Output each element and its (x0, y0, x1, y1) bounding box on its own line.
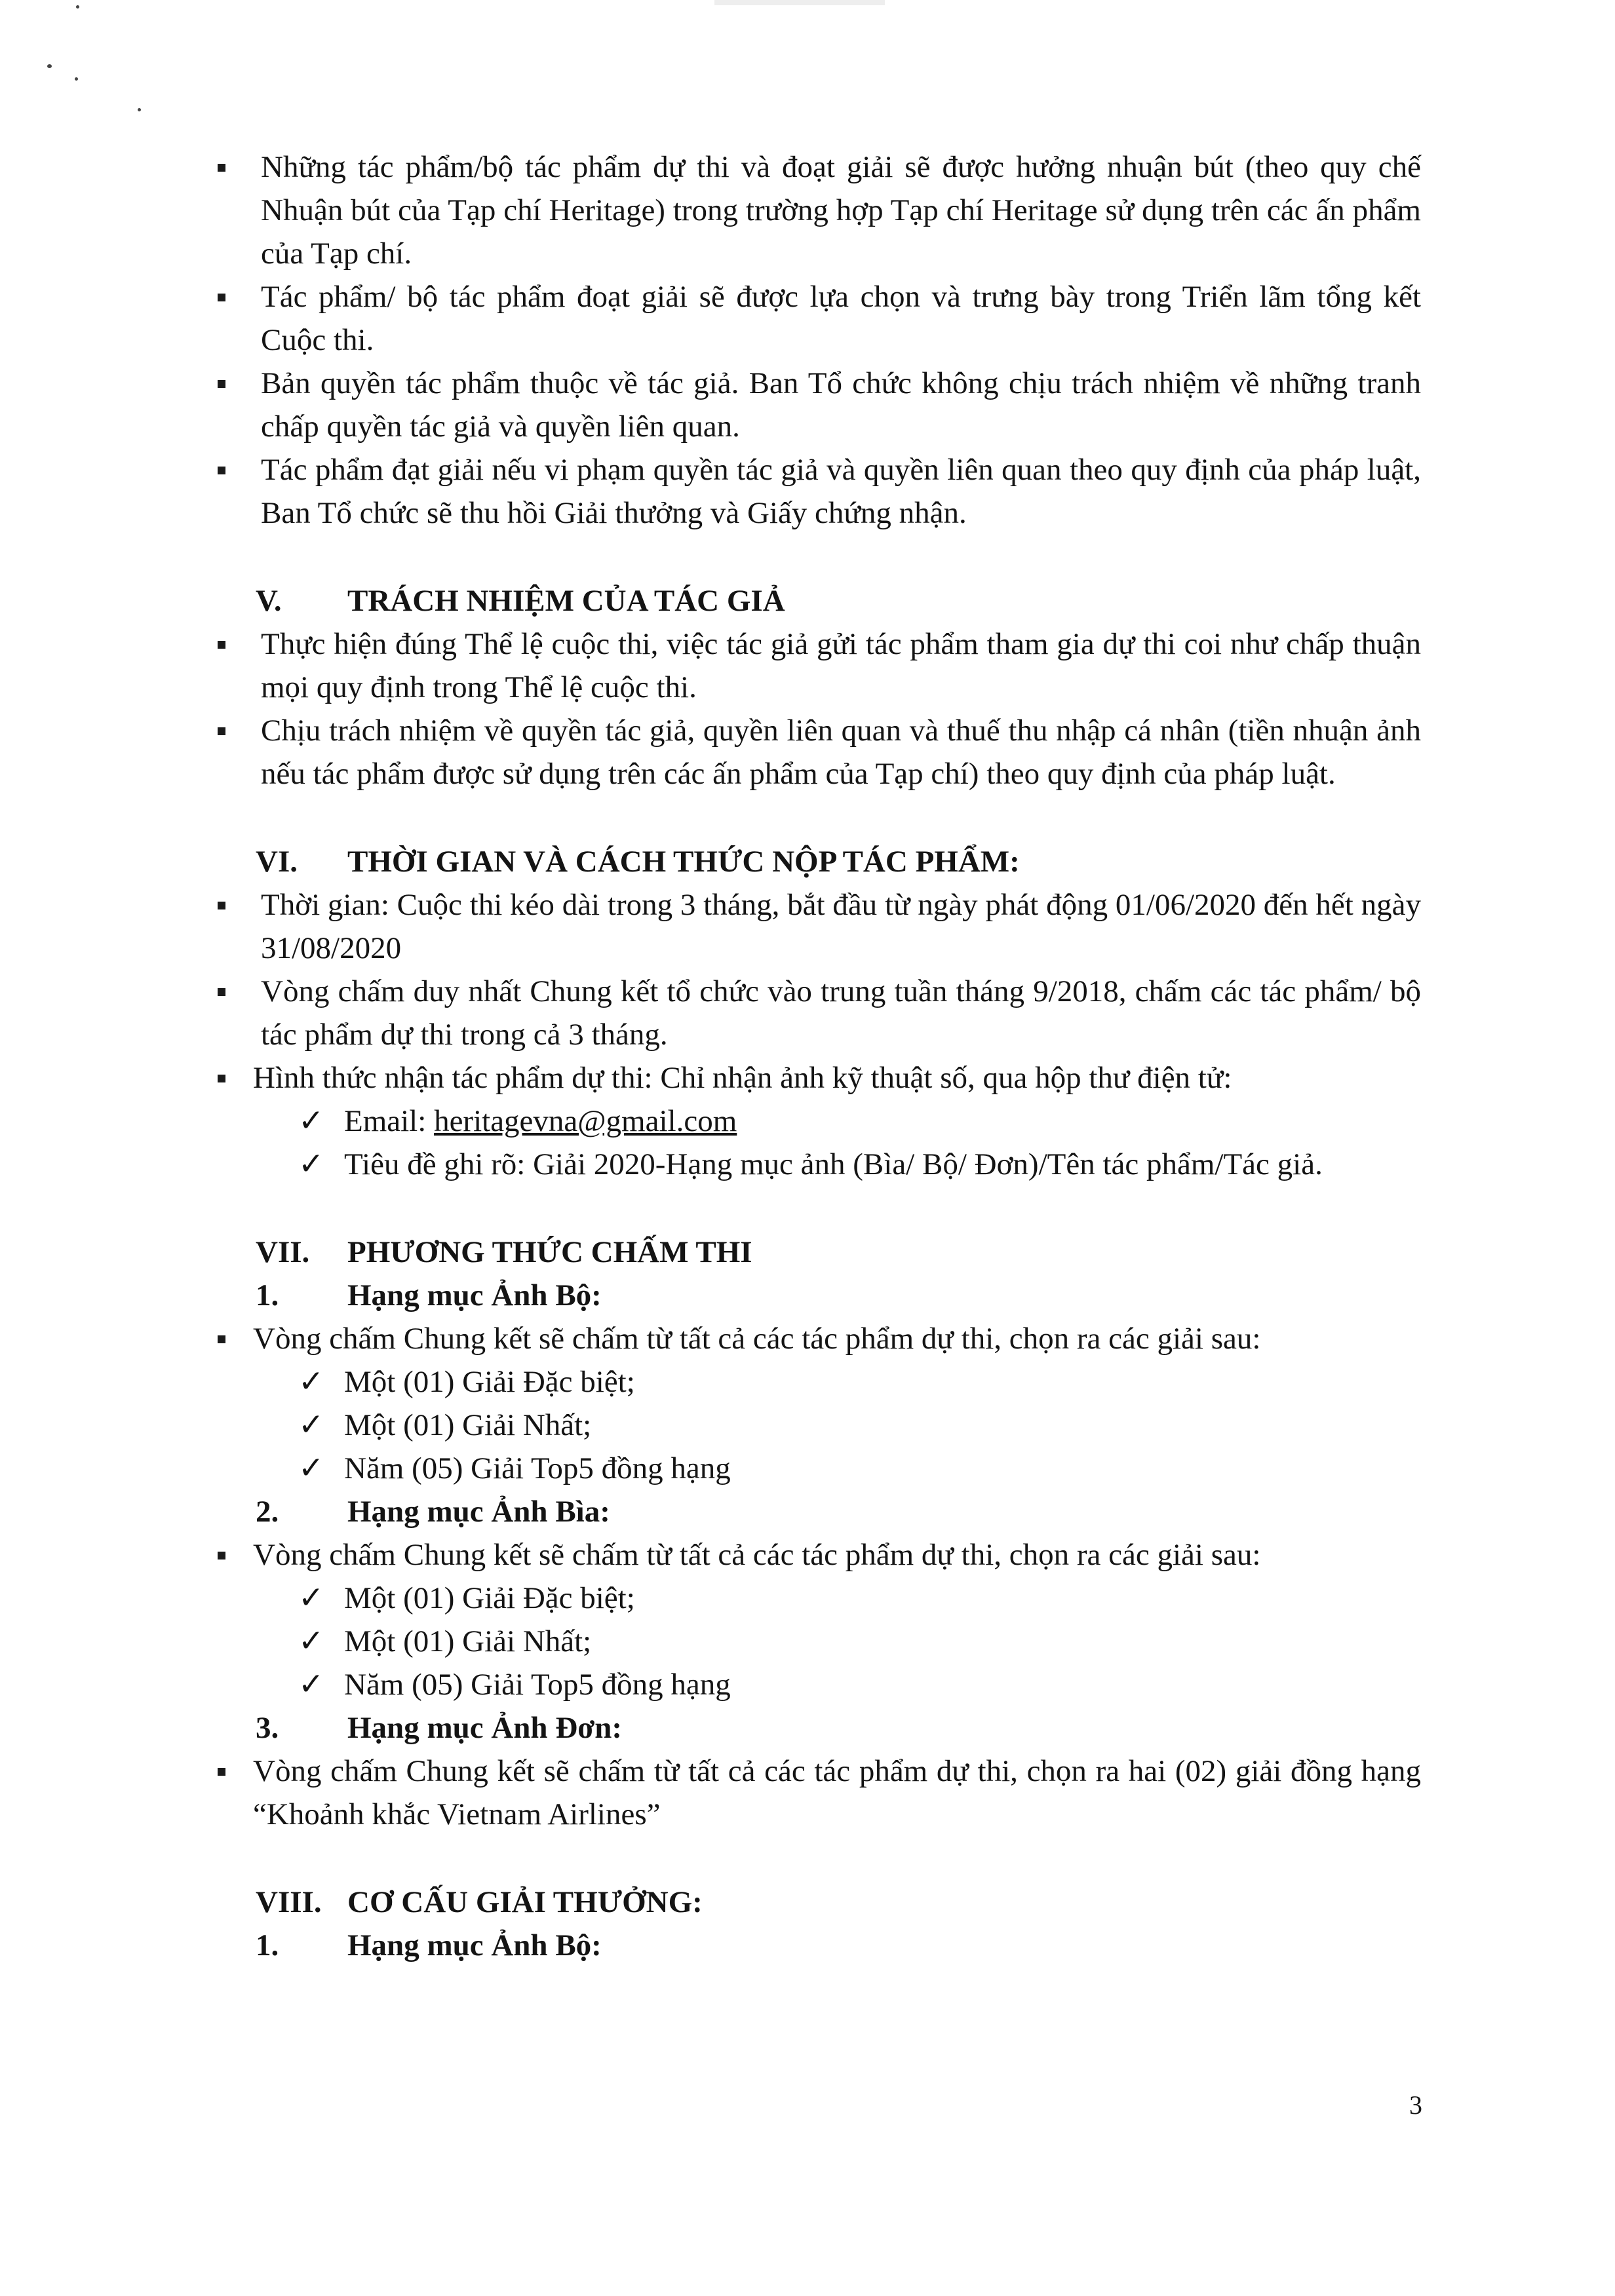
check-icon: ✓ (298, 1581, 324, 1615)
list-item: Vòng chấm Chung kết sẽ chấm từ tất cả các tác phẩm dự thi, chọn ra hai (02) giải đồng hạng “Khoảnh khắc Vietnam Airlines” (216, 1750, 1421, 1836)
category-title: Hạng mục Ảnh Bộ: (347, 1928, 602, 1962)
category-heading-1 (216, 1274, 1421, 1317)
section-title: THỜI GIAN VÀ CÁCH THỨC NỘP TÁC PHẨM: (347, 845, 1020, 879)
section-heading-vii (216, 1231, 1421, 1274)
prize-label: Năm (05) Giải Top5 đồng hạng (344, 1451, 731, 1485)
email-label: Email: (344, 1104, 435, 1138)
category-heading-2 (216, 1490, 1421, 1533)
section-number: VI. (256, 845, 298, 879)
check-icon: ✓ (298, 1624, 324, 1658)
scan-speck (47, 64, 52, 68)
prize-label: Một (01) Giải Nhất; (344, 1624, 592, 1658)
check-icon: ✓ (298, 1668, 324, 1702)
prize-label: Một (01) Giải Đặc biệt; (344, 1581, 635, 1615)
list-item: Vòng chấm Chung kết sẽ chấm từ tất cả các tác phẩm dự thi, chọn ra các giải sau: (216, 1533, 1421, 1577)
page-number: 3 (1409, 2090, 1422, 2120)
scan-smudge (714, 0, 885, 5)
check-icon: ✓ (298, 1104, 324, 1138)
prize-label: Năm (05) Giải Top5 đồng hạng (344, 1668, 731, 1702)
list-item: Thời gian: Cuộc thi kéo dài trong 3 tháng, bắt đầu từ ngày phát động 01/06/2020 đến hết ngày 31/08/2020 (216, 883, 1421, 970)
category-heading-1 (216, 1924, 1421, 1967)
list-item: Vòng chấm Chung kết sẽ chấm từ tất cả các tác phẩm dự thi, chọn ra các giải sau: (216, 1317, 1421, 1360)
category-title: Hạng mục Ảnh Đơn: (347, 1711, 623, 1745)
list-item: Tác phẩm/ bộ tác phẩm đoạt giải sẽ được lựa chọn và trưng bày trong Triển lãm tổng kết Cuộc thi. (216, 275, 1421, 362)
spacer (216, 535, 1421, 579)
list-item: Những tác phẩm/bộ tác phẩm dự thi và đoạt giải sẽ được hưởng nhuận bút (theo quy chế Nhuận bút của Tạp chí Heritage) trong trường hợp Tạp chí Heritage sử dụng trên các ấn phẩm của Tạp chí. (216, 145, 1421, 275)
category-title: Hạng mục Ảnh Bộ: (347, 1278, 602, 1312)
list-item: Thực hiện đúng Thể lệ cuộc thi, việc tác giả gửi tác phẩm tham gia dự thi coi như chấp thuận mọi quy định trong Thể lệ cuộc thi. (216, 622, 1421, 709)
list-item: Tác phẩm đạt giải nếu vi phạm quyền tác giả và quyền liên quan theo quy định của pháp luật, Ban Tổ chức sẽ thu hồi Giải thưởng và Giấy chứng nhận. (216, 448, 1421, 535)
scan-speck (75, 77, 78, 81)
check-icon: ✓ (298, 1365, 324, 1399)
category-number: 2. (256, 1495, 279, 1529)
prize-label: Một (01) Giải Đặc biệt; (344, 1365, 635, 1399)
prize-item (216, 1404, 1421, 1447)
spacer (216, 1186, 1421, 1231)
scan-speck (138, 108, 141, 111)
section-number: V. (256, 584, 282, 618)
prize-item (216, 1577, 1421, 1620)
list-item: Vòng chấm duy nhất Chung kết tổ chức vào trung tuần tháng 9/2018, chấm các tác phẩm/ bộ tác phẩm dự thi trong cả 3 tháng. (216, 970, 1421, 1056)
check-item-subject (216, 1143, 1421, 1186)
section-number: VII. (256, 1235, 310, 1269)
document-body (216, 145, 1421, 1967)
subject-line: Tiêu đề ghi rõ: Giải 2020-Hạng mục ảnh (Bìa/ Bộ/ Đơn)/Tên tác phẩm/Tác giả. (344, 1147, 1323, 1181)
intro-list (216, 145, 1421, 535)
section-heading-viii (216, 1881, 1421, 1924)
section-title: TRÁCH NHIỆM CỦA TÁC GIẢ (347, 584, 785, 618)
check-icon: ✓ (298, 1451, 324, 1485)
prize-label: Một (01) Giải Nhất; (344, 1408, 592, 1442)
check-icon: ✓ (298, 1408, 324, 1442)
list-item: Chịu trách nhiệm về quyền tác giả, quyền liên quan và thuế thu nhập cá nhân (tiền nhuận ảnh nếu tác phẩm được sử dụng trên các ấn phẩm của Tạp chí) theo quy định của pháp luật. (216, 709, 1421, 795)
check-icon: ✓ (298, 1147, 324, 1181)
category-heading-3 (216, 1706, 1421, 1750)
section-number: VIII. (256, 1885, 322, 1919)
section-heading-v (216, 579, 1421, 622)
spacer (216, 795, 1421, 840)
category-number: 3. (256, 1711, 279, 1745)
check-item-email (216, 1100, 1421, 1143)
section-title: PHƯƠNG THỨC CHẤM THI (347, 1235, 752, 1269)
prize-item (216, 1663, 1421, 1706)
spacer (216, 1836, 1421, 1881)
category-number: 1. (256, 1928, 279, 1962)
section-title: CƠ CẤU GIẢI THƯỞNG: (347, 1885, 703, 1919)
list-item: Hình thức nhận tác phẩm dự thi: Chỉ nhận ảnh kỹ thuật số, qua hộp thư điện tử: (216, 1056, 1421, 1100)
category-title: Hạng mục Ảnh Bìa: (347, 1495, 610, 1529)
prize-item (216, 1360, 1421, 1404)
scan-speck (76, 5, 79, 9)
list-item: Bản quyền tác phẩm thuộc về tác giả. Ban Tổ chức không chịu trách nhiệm về những tranh chấp quyền tác giả và quyền liên quan. (216, 362, 1421, 448)
prize-item (216, 1447, 1421, 1490)
category-number: 1. (256, 1278, 279, 1312)
email-link[interactable]: heritagevna@gmail.com (434, 1104, 737, 1138)
prize-item (216, 1620, 1421, 1663)
section-heading-vi (216, 840, 1421, 883)
